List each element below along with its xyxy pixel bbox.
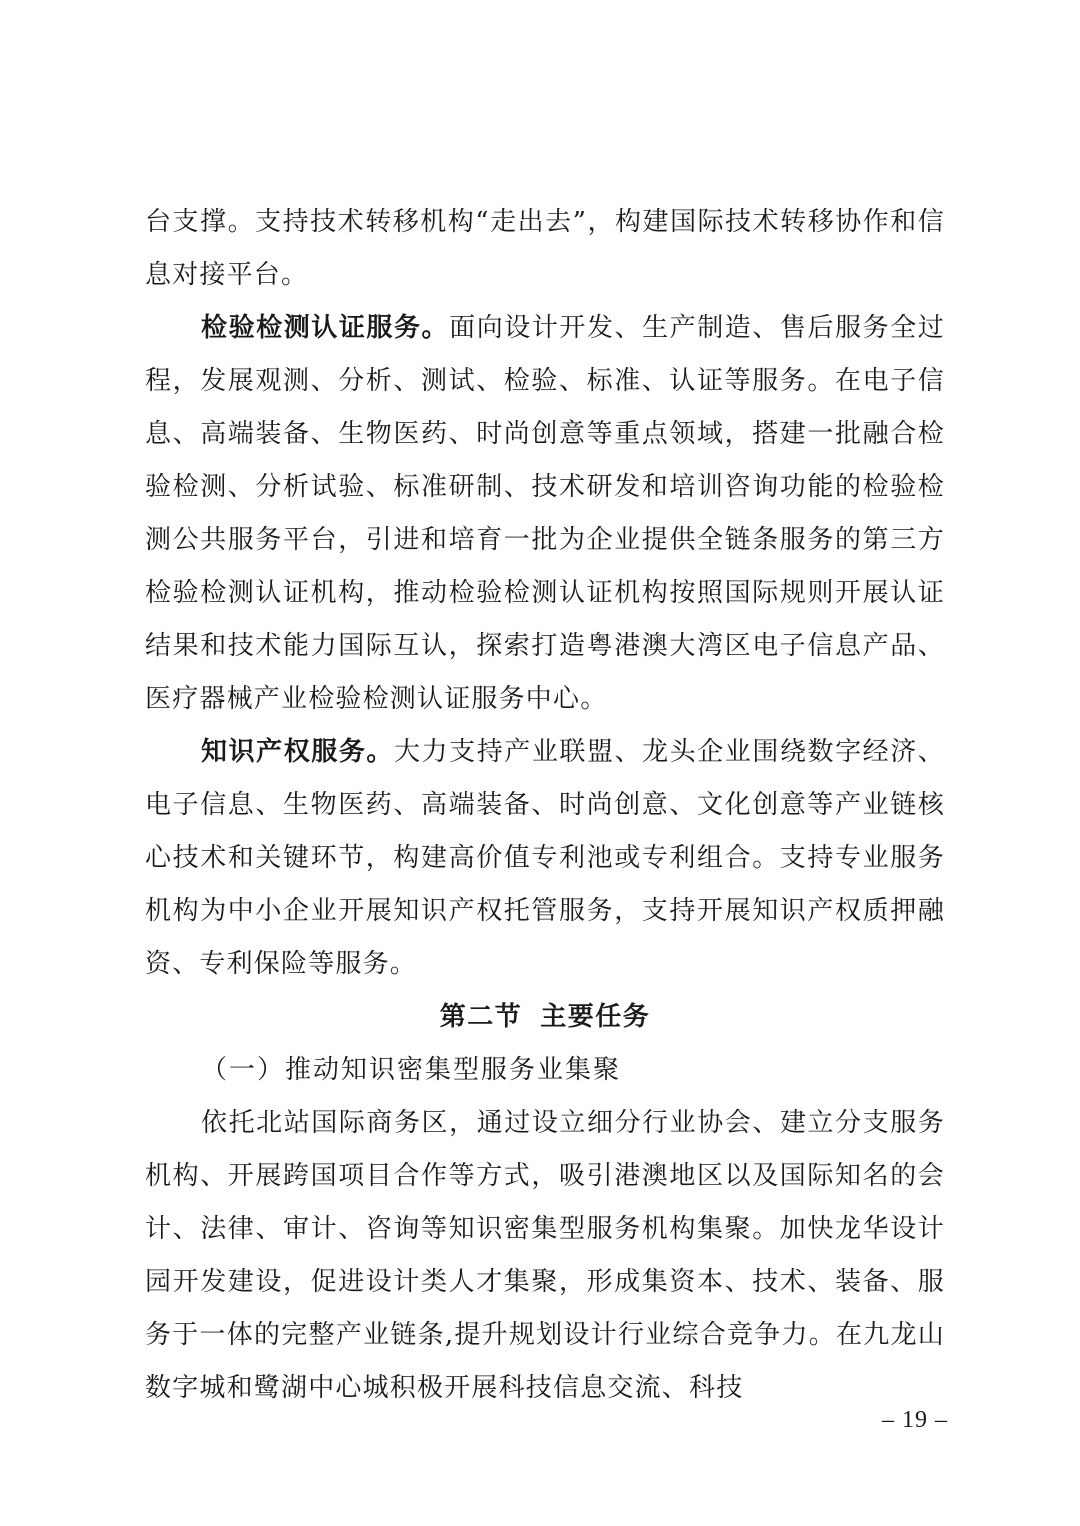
document-body: [145, 196, 945, 1415]
page-number: – 19 –: [882, 1407, 948, 1433]
paragraph-text: 大力支持产业联盟、龙头企业围绕数字经济、电子信息、生物医药、高端装备、时尚创意、文化创意等产业链核心技术和关键环节，构建高价值专利池或专利组合。支持专业服务机构为中小企业开展知识产权托管服务，支持开展知识产权质押融资、专利保险等服务。: [145, 737, 945, 979]
paragraph-text: 面向设计开发、生产制造、售后服务全过程，发展观测、分析、测试、检验、标准、认证等服务。在电子信息、高端装备、生物医药、时尚创意等重点领域，搭建一批融合检验检测、分析试验、标准研制、技术研发和培训咨询功能的检验检测公共服务平台，引进和培育一批为企业提供全链条服务的第三方检验检测认证机构，推动检验检测认证机构按照国际规则开展认证结果和技术能力国际互认，探索打造粤港澳大湾区电子信息产品、医疗器械产业检验检测认证服务中心。: [145, 313, 945, 714]
paragraph-intellectual-property: [145, 726, 945, 991]
paragraph-text: 台支撑。支持技术转移机构“走出去”，构建国际技术转移协作和信息对接平台。: [145, 207, 945, 290]
section-name: 主要任务: [540, 1002, 651, 1032]
paragraph-knowledge-services: 依托北站国际商务区，通过设立细分行业协会、建立分支服务机构、开展跨国项目合作等方式，吸引港澳地区以及国际知名的会计、法律、审计、咨询等知识密集型服务机构集聚。加快龙华设计园开发建设，促进设计类人才集聚，形成集资本、技术、装备、服务于一体的完整产业链条,提升规划设计行业综合竞争力。在九龙山数字城和鹭湖中心城积极开展科技信息交流、科技: [145, 1108, 945, 1403]
section-number: 第二节: [439, 1002, 523, 1032]
paragraph-tech-transfer: [145, 196, 945, 302]
subsection-heading: （一）推动知识密集型服务业集聚: [201, 1055, 622, 1085]
paragraph-heading: 知识产权服务。: [201, 737, 394, 767]
section-title: [145, 991, 945, 1044]
paragraph-inspection-certification: [145, 302, 945, 726]
paragraph-heading: 检验检测认证服务。: [201, 313, 450, 343]
